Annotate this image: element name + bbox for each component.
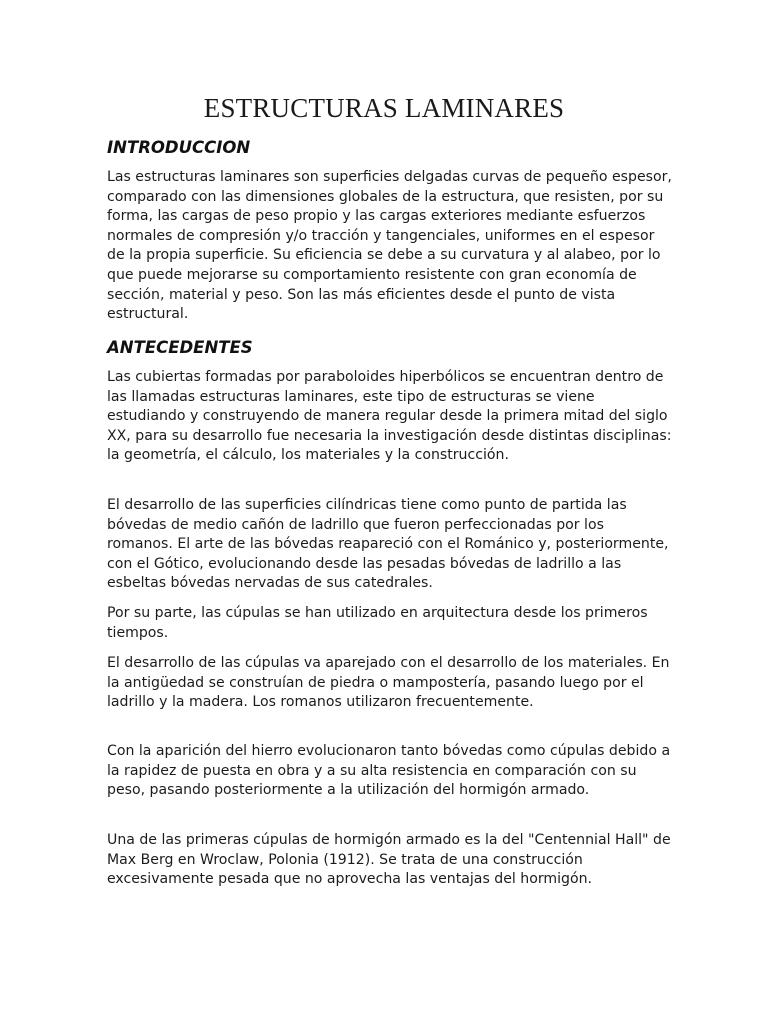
document-title: ESTRUCTURAS LAMINARES <box>203 93 565 123</box>
paragraph-introduccion-1: Las estructuras laminares son superficies delgadas curvas de pequeño espesor, comparado con las dimensiones globales de la estructura, que resisten, por su forma, las cargas de peso propio y las cargas exteriores mediante esfuerzos normales de compresión y/o tracción y tangenciales, uniformes en el espesor de la propia superficie. Su eficiencia se debe a su curvatura y al alabeo, por lo que puede mejorarse su comportamiento resistente con gran economía de sección, material y peso. Son las más eficientes desde el punto de vista estructural. <box>107 169 672 323</box>
paragraph-antecedentes-6: Una de las primeras cúpulas de hormigón armado es la del "Centennial Hall" de Max Berg en Wroclaw, Polonia (1912). Se trata de una construcción excesivamente pesada que no aprovecha las ventajas del hormigón. <box>107 832 671 888</box>
paragraph-antecedentes-5: Con la aparición del hierro evolucionaron tanto bóvedas como cúpulas debido a la rapidez de puesta en obra y a su alta resistencia en comparación con su peso, pasando posteriormente a la utilización del hormigón armado. <box>107 743 671 799</box>
section-heading-antecedentes: ANTECEDENTES <box>107 338 253 357</box>
paragraph-antecedentes-4: El desarrollo de las cúpulas va aparejado con el desarrollo de los materiales. En la antigüedad se construían de piedra o mampostería, pasando luego por el ladrillo y la madera. Los romanos utilizaron frecuentemente. <box>107 655 670 711</box>
paragraph-antecedentes-1: Las cubiertas formadas por paraboloides hiperbólicos se encuentran dentro de las llamadas estructuras laminares, este tipo de estructuras se viene estudiando y construyendo de manera regular desde la primera mitad del siglo XX, para su desarrollo fue necesaria la investigación desde distintas disciplinas: la geometría, el cálculo, los materiales y la construcción. <box>107 369 672 464</box>
paragraph-antecedentes-3: Por su parte, las cúpulas se han utilizado en arquitectura desde los primeros tiempos. <box>107 605 648 641</box>
section-heading-introduccion: INTRODUCCION <box>107 138 251 157</box>
paragraph-antecedentes-2: El desarrollo de las superficies cilíndricas tiene como punto de partida las bóvedas de medio cañón de ladrillo que fueron perfeccionadas por los romanos. El arte de las bóvedas reapareció con el Románico y, posteriormente, con el Gótico, evolucionando desde las pesadas bóvedas de ladrillo a las esbeltas bóvedas nervadas de sus catedrales. <box>107 497 669 592</box>
